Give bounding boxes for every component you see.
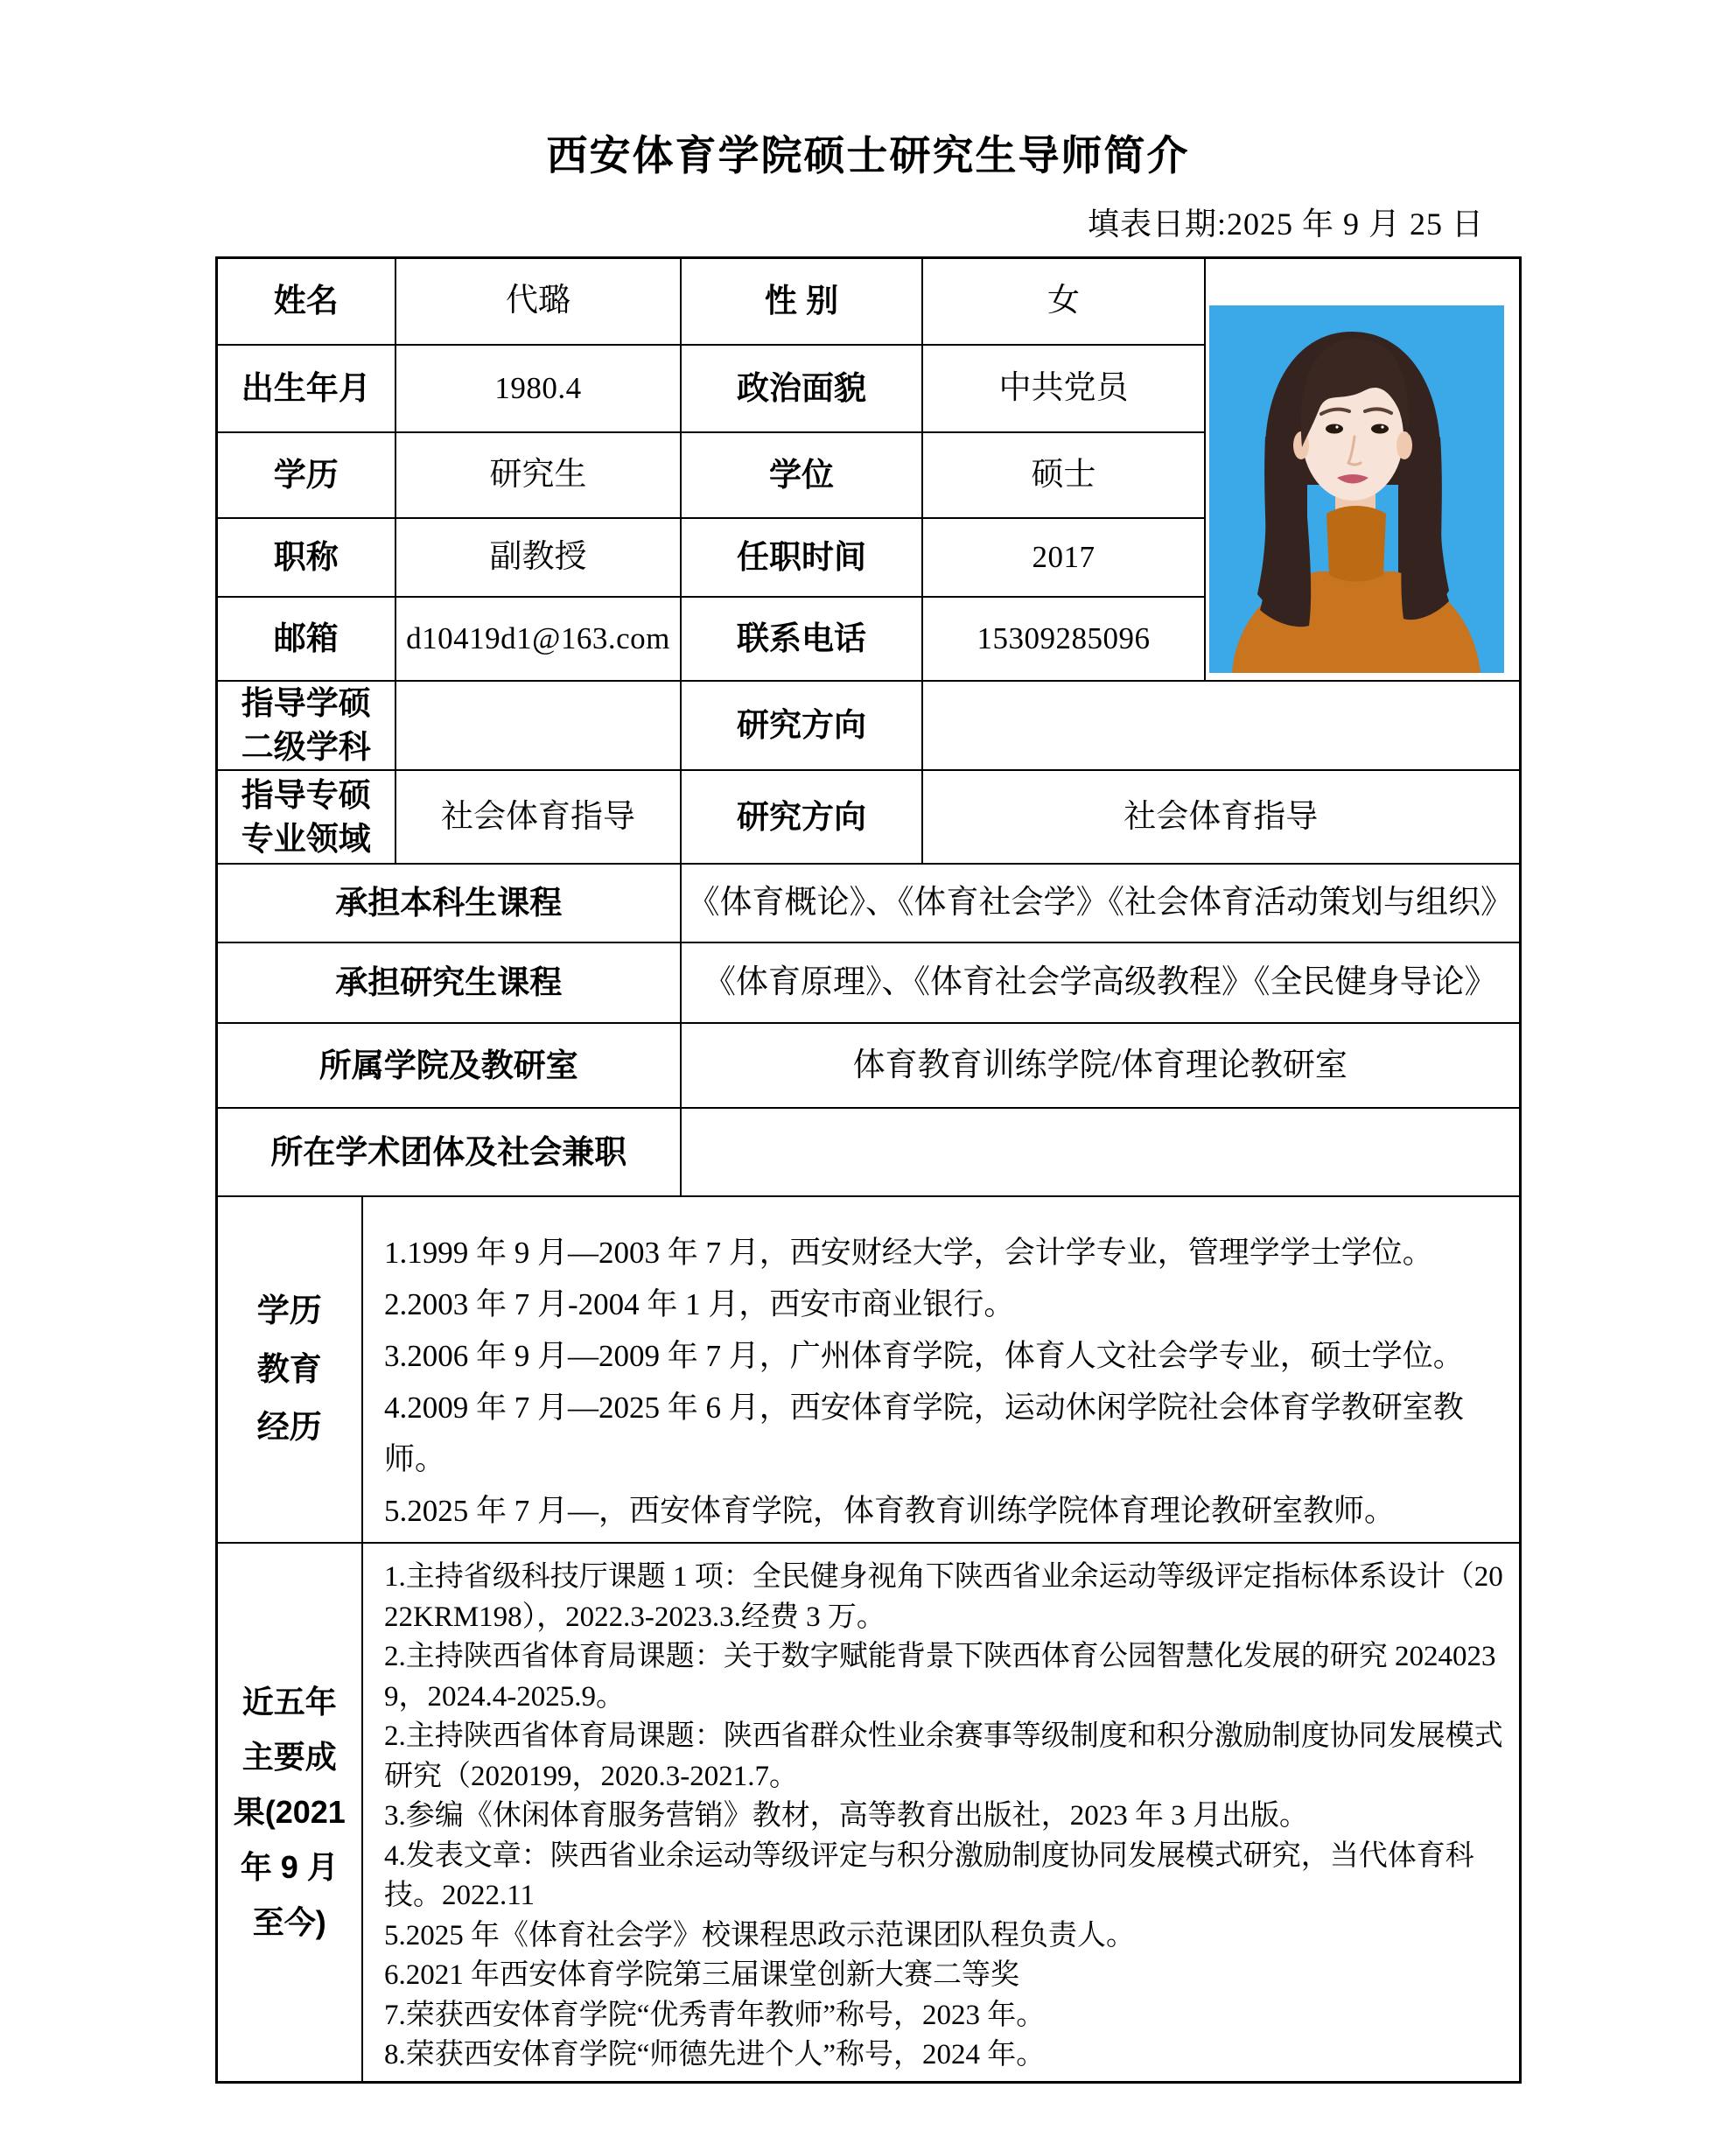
field-value-email: d10419d1@163.com bbox=[396, 597, 681, 681]
field-label-education: 学历 bbox=[216, 432, 396, 518]
field-value-research-direction-2: 社会体育指导 bbox=[922, 770, 1520, 864]
label-line: 二级学科 bbox=[241, 729, 371, 766]
field-value-academic-discipline bbox=[396, 681, 681, 770]
section-content-achievements bbox=[362, 1543, 1520, 2082]
field-label-societies: 所在学术团体及社会兼职 bbox=[216, 1108, 681, 1196]
field-value-political: 中共党员 bbox=[922, 345, 1205, 432]
table-row bbox=[216, 1196, 1520, 1543]
field-value-title: 副教授 bbox=[396, 518, 681, 597]
field-label-political: 政治面貌 bbox=[681, 345, 922, 432]
field-label-academic-discipline bbox=[216, 681, 396, 770]
field-label-email: 邮箱 bbox=[216, 597, 396, 681]
field-label-department: 所属学院及教研室 bbox=[216, 1023, 681, 1108]
field-label-gender: 性 别 bbox=[681, 257, 922, 345]
field-value-societies bbox=[681, 1108, 1520, 1196]
achievement-item: 2.主持陕西省体育局课题：陕西省群众性业余赛事等级制度和积分激励制度协同发展模式研究（2020199，2020.3-2021.7。 bbox=[384, 1720, 1503, 1792]
page-title: 西安体育学院硕士研究生导师简介 bbox=[546, 132, 1190, 179]
field-label-name: 姓名 bbox=[216, 257, 396, 345]
ear-right bbox=[1396, 431, 1412, 459]
field-label-grad-courses: 承担研究生课程 bbox=[216, 942, 681, 1023]
field-label-phone: 联系电话 bbox=[681, 597, 922, 681]
field-value-birth: 1980.4 bbox=[396, 345, 681, 432]
section-content-education-history bbox=[362, 1196, 1520, 1543]
education-item: 4.2009 年 7 月—2025 年 6 月，西安体育学院，运动休闲学院社会体育学教研室教师。 bbox=[384, 1391, 1464, 1477]
table-row bbox=[216, 1023, 1520, 1108]
label-line: 主要成 bbox=[242, 1739, 337, 1776]
field-value-degree: 硕士 bbox=[922, 432, 1205, 518]
field-label-degree: 学位 bbox=[681, 432, 922, 518]
field-value-undergrad-courses: 《体育概论》、《体育社会学》《社会体育活动策划与组织》 bbox=[681, 864, 1520, 942]
education-item: 5.2025 年 7 月—，西安体育学院，体育教育训练学院体育理论教研室教师。 bbox=[384, 1494, 1396, 1529]
label-line: 指导专硕 bbox=[241, 776, 371, 813]
field-label-research-direction-1: 研究方向 bbox=[681, 681, 922, 770]
field-label-undergrad-courses: 承担本科生课程 bbox=[216, 864, 681, 942]
field-value-tenure: 2017 bbox=[922, 518, 1205, 597]
form-date: 填表日期:2025 年 9 月 25 日 bbox=[1087, 206, 1484, 242]
section-label-achievements bbox=[216, 1543, 362, 2082]
table-row bbox=[216, 257, 1520, 345]
table-row bbox=[216, 681, 1520, 770]
label-line: 至今) bbox=[252, 1904, 326, 1941]
table-row bbox=[216, 1543, 1520, 2082]
section-label-education-history bbox=[216, 1196, 362, 1543]
eye-left bbox=[1326, 424, 1343, 433]
field-label-professional-field bbox=[216, 770, 396, 864]
education-item: 3.2006 年 9 月—2009 年 7 月，广州体育学院，体育人文社会学专业，硕士学位。 bbox=[384, 1339, 1464, 1374]
table-row bbox=[216, 1108, 1520, 1196]
field-value-professional-field: 社会体育指导 bbox=[396, 770, 681, 864]
label-line: 近五年 bbox=[242, 1684, 337, 1720]
achievement-item: 5.2025 年《体育社会学》校课程思政示范课团队程负责人。 bbox=[384, 1919, 1135, 1951]
field-value-gender: 女 bbox=[922, 257, 1205, 345]
field-value-education: 研究生 bbox=[396, 432, 681, 518]
label-line: 教育 bbox=[256, 1350, 322, 1387]
table-row bbox=[216, 770, 1520, 864]
education-item: 2.2003 年 7 月-2004 年 1 月，西安市商业银行。 bbox=[384, 1287, 1015, 1322]
eye-glint-left bbox=[1335, 425, 1338, 428]
field-value-department: 体育教育训练学院/体育理论教研室 bbox=[681, 1023, 1520, 1108]
achievement-item: 4.发表文章：陕西省业余运动等级评定与积分激励制度协同发展模式研究，当代体育科技。2022.11 bbox=[384, 1839, 1474, 1912]
field-label-research-direction-2: 研究方向 bbox=[681, 770, 922, 864]
label-line: 专业领域 bbox=[241, 820, 371, 857]
field-label-title: 职称 bbox=[216, 518, 396, 597]
label-line: 经历 bbox=[256, 1409, 322, 1446]
field-value-name: 代璐 bbox=[396, 257, 681, 345]
portrait-photo bbox=[1209, 305, 1504, 673]
photo-cell bbox=[1205, 257, 1520, 681]
field-value-grad-courses: 《体育原理》、《体育社会学高级教程》《全民健身导论》 bbox=[681, 942, 1520, 1023]
field-value-research-direction-1 bbox=[922, 681, 1520, 770]
field-label-birth: 出生年月 bbox=[216, 345, 396, 432]
table-row bbox=[216, 942, 1520, 1023]
field-value-phone: 15309285096 bbox=[922, 597, 1205, 681]
achievement-item: 1.主持省级科技厅课题 1 项：全民健身视角下陕西省业余运动等级评定指标体系设计（2022KRM198），2022.3-2023.3.经费 3 万。 bbox=[384, 1561, 1503, 1633]
label-line: 学历 bbox=[256, 1293, 322, 1329]
label-line: 指导学硕 bbox=[241, 685, 371, 722]
achievement-item: 2.主持陕西省体育局课题：关于数字赋能背景下陕西体育公园智慧化发展的研究 20240239，2024.4-2025.9。 bbox=[384, 1641, 1496, 1713]
eye-glint-right bbox=[1381, 425, 1383, 428]
achievement-item: 8.荣获西安体育学院“师德先进个人”称号，2024 年。 bbox=[384, 2039, 1046, 2071]
eye-right bbox=[1371, 424, 1389, 433]
label-line: 果(2021 bbox=[233, 1794, 346, 1831]
profile-table bbox=[215, 256, 1522, 2084]
field-label-tenure: 任职时间 bbox=[681, 518, 922, 597]
achievement-item: 7.荣获西安体育学院“优秀青年教师”称号，2023 年。 bbox=[384, 1999, 1046, 2031]
achievement-item: 3.参编《休闲体育服务营销》教材，高等教育出版社，2023 年 3 月出版。 bbox=[384, 1800, 1308, 1832]
label-line: 年 9 月 bbox=[240, 1849, 339, 1886]
table-row bbox=[216, 864, 1520, 942]
achievement-item: 6.2021 年西安体育学院第三届课堂创新大赛二等奖 bbox=[384, 1959, 1019, 1992]
education-item: 1.1999 年 9 月—2003 年 7 月，西安财经大学，会计学专业，管理学学士学位。 bbox=[384, 1236, 1433, 1271]
sweater-collar bbox=[1326, 506, 1386, 582]
